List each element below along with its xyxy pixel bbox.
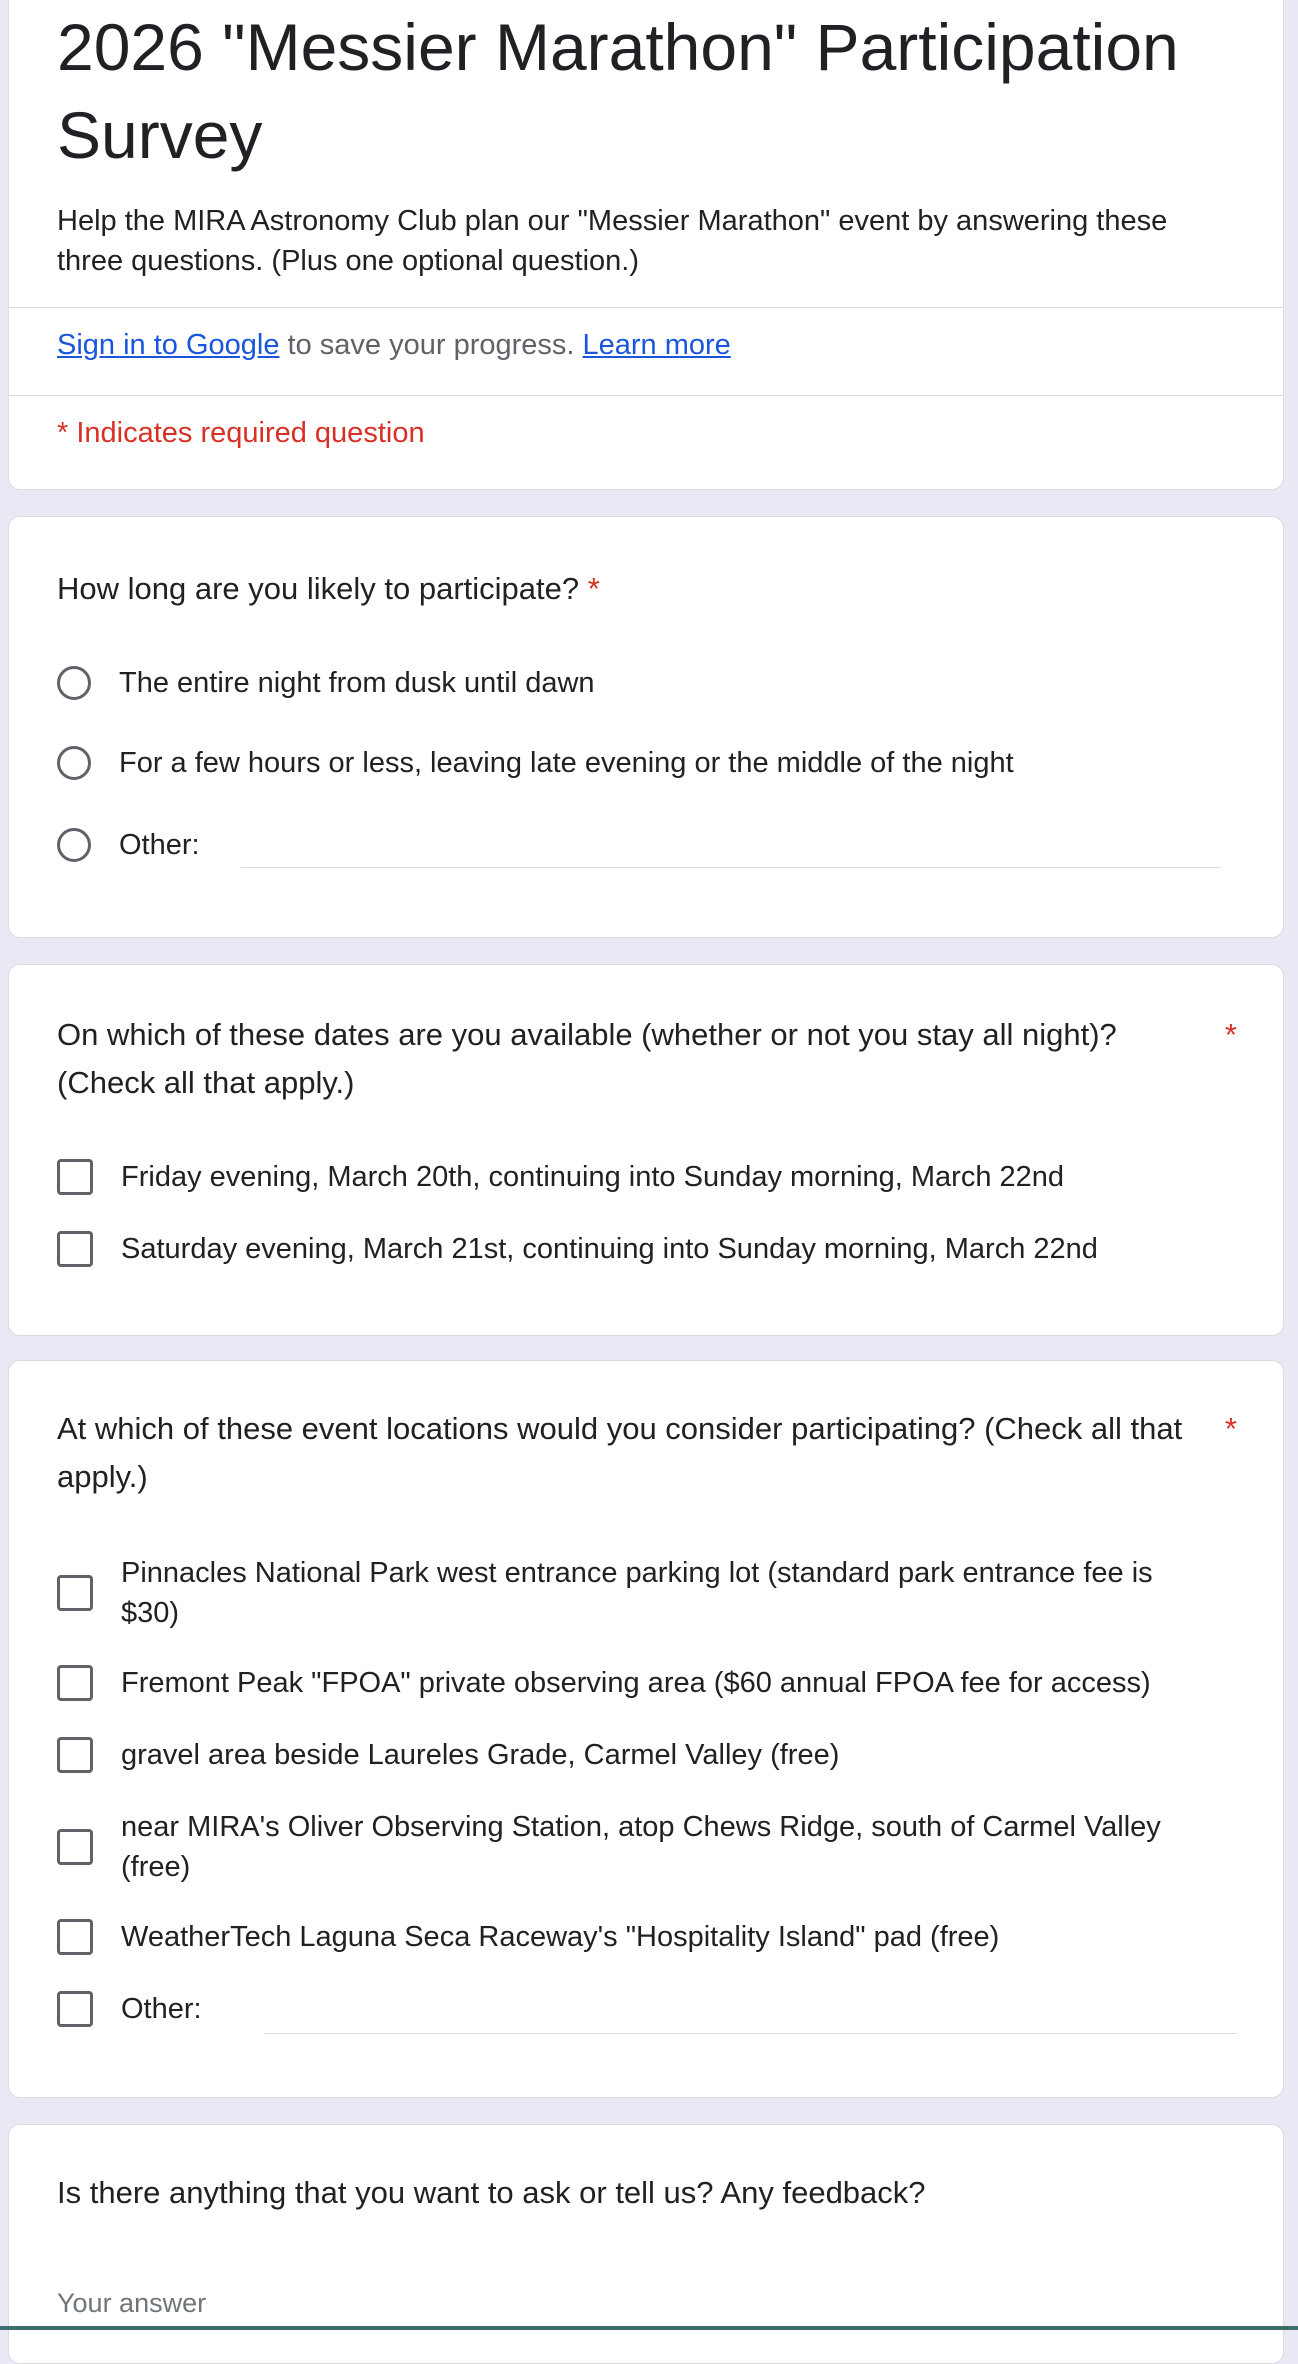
- checkbox-option[interactable]: [57, 1553, 1237, 1633]
- required-note: * Indicates required question: [57, 417, 425, 449]
- checkbox[interactable]: [57, 1575, 93, 1611]
- checkbox[interactable]: [57, 1919, 93, 1955]
- signin-prompt: [57, 325, 731, 365]
- form-title: 2026 "Messier Marathon" Participation Survey: [57, 10, 1179, 172]
- option-label: Fremont Peak "FPOA" private observing area ($60 annual FPOA fee for access): [121, 1667, 1151, 1699]
- checkbox[interactable]: [57, 1829, 93, 1865]
- checkbox[interactable]: [57, 1991, 93, 2027]
- radio-button[interactable]: [57, 666, 91, 700]
- option-label: For a few hours or less, leaving late evening or the middle of the night: [119, 747, 1014, 779]
- checkbox[interactable]: [57, 1665, 93, 1701]
- checkbox-option[interactable]: [57, 1917, 1237, 1957]
- checkbox[interactable]: [57, 1159, 93, 1195]
- checkbox-option[interactable]: [57, 1735, 1237, 1775]
- option-label: Pinnacles National Park west entrance parking lot (standard park entrance fee is $30): [121, 1557, 1153, 1629]
- form-header-card: [8, 0, 1284, 490]
- question-text: Is there anything that you want to ask or tell us? Any feedback?: [57, 2175, 926, 2210]
- option-label: near MIRA's Oliver Observing Station, atop Chews Ridge, south of Carmel Valley (free): [121, 1811, 1161, 1883]
- checkbox-option[interactable]: [57, 1807, 1237, 1887]
- checkbox-option[interactable]: [57, 1157, 1237, 1197]
- checkbox[interactable]: [57, 1231, 93, 1267]
- required-star: *: [1224, 1411, 1237, 1446]
- form-description: Help the MIRA Astronomy Club plan our "Messier Marathon" event by answering these three questions. (Plus one optional question.): [57, 205, 1168, 277]
- checkbox[interactable]: [57, 1737, 93, 1773]
- signin-text: to save your progress.: [279, 329, 583, 361]
- radio-option[interactable]: [57, 663, 1237, 703]
- question-title: [57, 1405, 1227, 1501]
- option-label: Saturday evening, March 21st, continuing into Sunday morning, March 22nd: [121, 1233, 1098, 1265]
- question-text: On which of these dates are you available (whether or not you stay all night)? (Check all that apply.): [57, 1017, 1117, 1100]
- checkbox-option[interactable]: [57, 1663, 1237, 1703]
- question-title: [57, 565, 1227, 613]
- radio-option-other[interactable]: [57, 825, 1237, 865]
- question-title: [57, 1011, 1227, 1107]
- required-star: *: [1224, 1017, 1237, 1052]
- learn-more-link[interactable]: Learn more: [582, 329, 731, 361]
- question-card-dates: [8, 964, 1284, 1336]
- required-star: *: [587, 571, 600, 606]
- option-label: Other:: [121, 1993, 202, 2025]
- other-text-input[interactable]: [241, 867, 1221, 868]
- radio-option[interactable]: [57, 743, 1237, 783]
- header-divider: [9, 307, 1283, 308]
- question-card-duration: [8, 516, 1284, 938]
- option-label: Other:: [119, 829, 200, 861]
- radio-button[interactable]: [57, 828, 91, 862]
- checkbox-option-other[interactable]: [57, 1989, 1237, 2029]
- question-card-locations: [8, 1360, 1284, 2098]
- question-title: [57, 2169, 1227, 2217]
- option-label: gravel area beside Laureles Grade, Carmel Valley (free): [121, 1739, 840, 1771]
- other-text-input[interactable]: [265, 2033, 1237, 2034]
- question-text: How long are you likely to participate?: [57, 571, 580, 606]
- radio-button[interactable]: [57, 746, 91, 780]
- option-label: Friday evening, March 20th, continuing into Sunday morning, March 22nd: [121, 1161, 1065, 1193]
- checkbox-option[interactable]: [57, 1229, 1237, 1269]
- bottom-edge-bar: [0, 2326, 1298, 2330]
- header-divider: [9, 395, 1283, 396]
- option-label: The entire night from dusk until dawn: [119, 667, 595, 699]
- option-label: WeatherTech Laguna Seca Raceway's "Hospitality Island" pad (free): [121, 1921, 1000, 1953]
- sign-in-link[interactable]: Sign in to Google: [57, 329, 280, 361]
- feedback-answer-input[interactable]: Your answer: [57, 2288, 207, 2318]
- question-text: At which of these event locations would you consider participating? (Check all that apply.): [57, 1411, 1183, 1494]
